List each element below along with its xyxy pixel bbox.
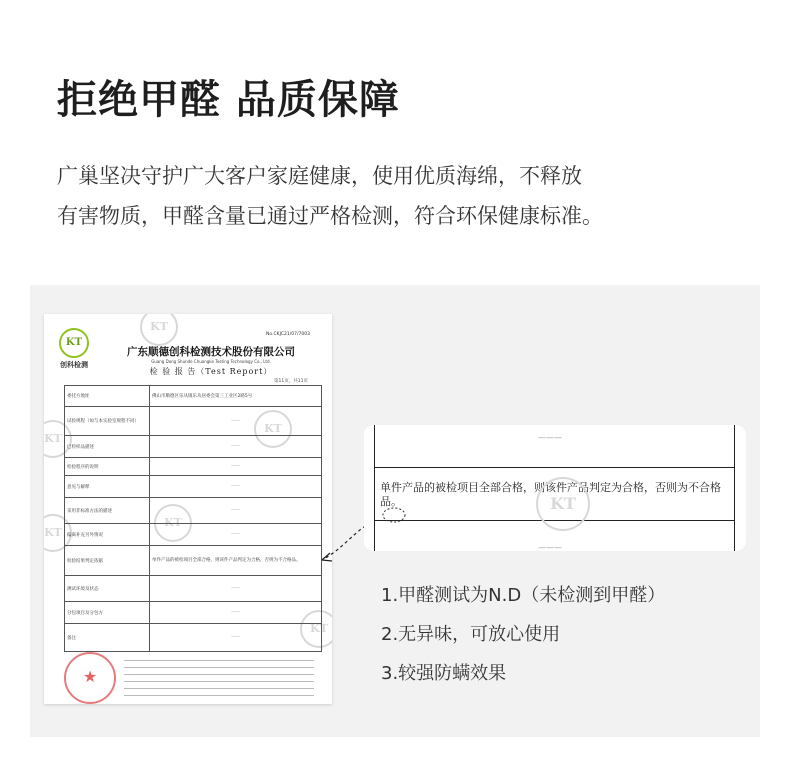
row-value: ——: [150, 476, 322, 498]
table-row: [65, 476, 322, 498]
row-label: 检验结果判定依据: [65, 546, 150, 576]
dash-mark: ———: [538, 543, 562, 551]
official-seal-stamp: [64, 652, 116, 704]
watermark-icon: KT: [254, 410, 292, 448]
table-border-line: [734, 425, 735, 551]
report-number: No.CKJC21/07/7003: [266, 332, 310, 337]
table-row: [65, 624, 322, 652]
description: [57, 156, 603, 236]
description-line-1: 广巢坚决守护广大客户家庭健康，使用优质海绵，不释放: [57, 164, 582, 188]
table-row: [65, 498, 322, 524]
table-row: [65, 602, 322, 624]
row-label: 委托方地址: [65, 386, 150, 407]
row-value: ——: [150, 407, 322, 436]
table-row: [65, 407, 322, 436]
watermark-icon: KT: [44, 514, 72, 552]
page-info: 第11页，共11页: [274, 379, 308, 384]
report-title: 检 验 报 告（Test Report）: [149, 367, 273, 376]
row-value: ——: [150, 524, 322, 546]
row-label: 检验程序的说明: [65, 458, 150, 476]
page-title: 拒绝甲醛 品质保障: [57, 77, 400, 123]
row-value: ——: [150, 458, 322, 476]
row-label: 偏离补充另外情况: [65, 524, 150, 546]
zoom-judgement-text: 单件产品的被检项目全部合格，则该件产品判定为合格，否则为不合格品。: [380, 481, 721, 508]
company-name-en: Guang Dong Shunde Chuangke Testing Technology Co., Ltd.: [151, 359, 271, 364]
row-label: 已检样品描述: [65, 436, 150, 458]
report-table: [64, 385, 322, 652]
row-value: ——: [150, 624, 322, 652]
row-label: 试验规程（如与本实验室规程不同）: [65, 407, 150, 436]
row-value: 佛山市顺德区乐从镇乐从居委会第三工业区2路5号: [150, 386, 322, 407]
star-icon: ★: [82, 667, 98, 686]
list-item: 2.无异味，可放心使用: [381, 624, 561, 645]
table-row: [65, 546, 322, 576]
company-name: 广东顺德创科检测技术股份有限公司: [127, 346, 295, 358]
feature-list: [381, 576, 665, 693]
table-row: [65, 386, 322, 407]
watermark-icon: KT: [44, 420, 72, 458]
dash-mark: ———: [538, 433, 562, 442]
row-label: 分包项目及分包方: [65, 602, 150, 624]
table-border-line: [374, 425, 375, 551]
logo-text: 创科检测: [60, 361, 88, 369]
list-item: 3.较强防螨效果: [381, 663, 507, 684]
zoom-detail-box: [364, 425, 746, 551]
row-value: ——: [150, 602, 322, 624]
list-item: 1.甲醛测试为N.D（未检测到甲醛）: [381, 585, 666, 606]
row-value: ——: [150, 436, 322, 458]
table-row: [65, 524, 322, 546]
watermark-icon: KT: [140, 314, 178, 346]
fine-print-block: [124, 656, 314, 696]
row-label: 备注: [65, 624, 150, 652]
row-value: ——: [150, 498, 322, 524]
table-row: [65, 458, 322, 476]
table-row: [65, 436, 322, 458]
watermark-icon: KT: [154, 504, 192, 542]
description-line-2: 有害物质，甲醛含量已通过严格检测，符合环保健康标准。: [57, 204, 603, 228]
row-label: 意见与解释: [65, 476, 150, 498]
row-value: ——: [150, 576, 322, 602]
row-label: 采用非标准方法的描述: [65, 498, 150, 524]
watermark-icon: KT: [300, 610, 332, 648]
test-report-document: [44, 314, 332, 704]
row-label: 测试环境及状态: [65, 576, 150, 602]
kt-logo-icon: KT: [59, 328, 89, 358]
table-border-line: [374, 467, 734, 468]
row-value: 单件产品的被检项目全部合格，则该件产品判定为合格，否则为不合格品。: [150, 546, 322, 576]
company-logo: [56, 328, 92, 370]
watermark-icon: KT: [536, 477, 590, 531]
dashed-circle-icon: [380, 505, 410, 525]
table-row: [65, 576, 322, 602]
